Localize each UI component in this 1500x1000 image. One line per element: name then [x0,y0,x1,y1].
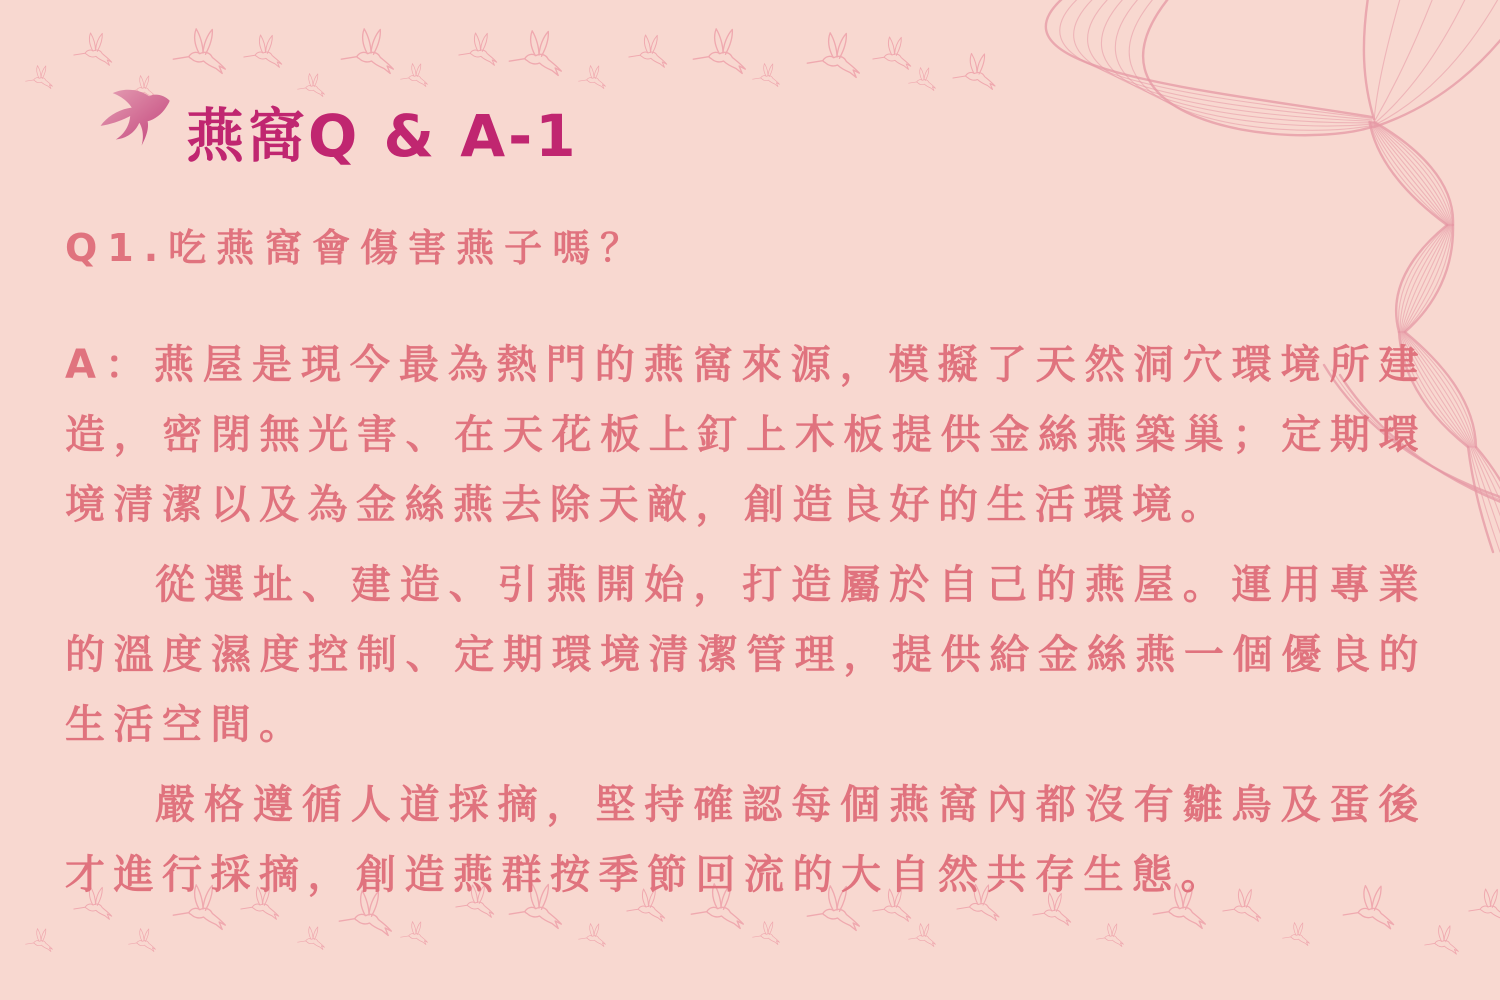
answer-paragraph: 嚴格遵循人道採摘，堅持確認每個燕窩內都沒有雛鳥及蛋後才進行採摘，創造燕群按季節回流的大自然共存生態。 [65,782,1427,898]
swallow-icon [96,78,172,160]
answer-paragraph: 從選址、建造、引燕開始，打造屬於自己的燕屋。運用專業的溫度濕度控制、定期環境清潔管理，提供給金絲燕一個優良的生活空間。 [65,562,1427,748]
answer-text [65,330,1427,910]
question-heading: Q1.吃燕窩會傷害燕子嗎？ [65,226,649,270]
page-title: 燕窩Q & A-1 [186,102,579,170]
answer-paragraph: A：燕屋是現今最為熱門的燕窩來源，模擬了天然洞穴環境所建造，密閉無光害、在天花板上釘上木板提供金絲燕築巢；定期環境清潔以及為金絲燕去除天敵，創造良好的生活環境。 [65,342,1427,528]
